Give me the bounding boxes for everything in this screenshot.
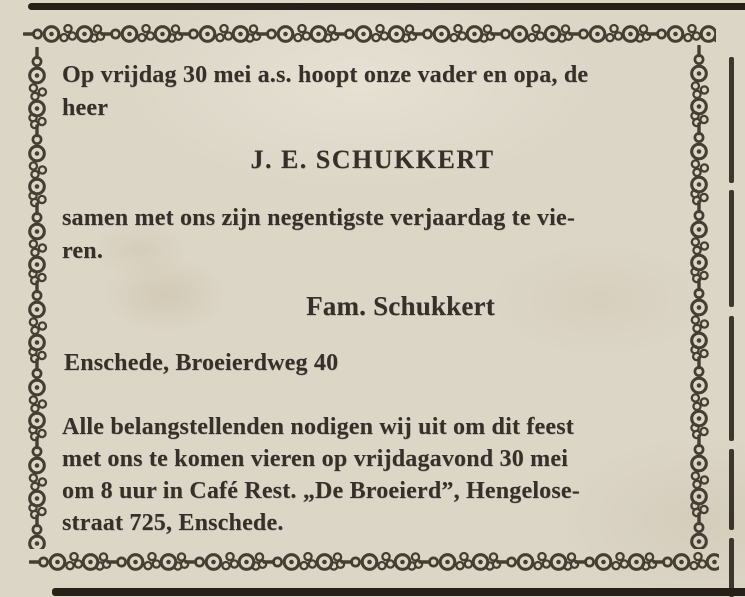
column-rule-segment [729, 449, 734, 530]
ornament-border-bottom [29, 549, 719, 575]
address-line: Enschede, Broeierdweg 40 [64, 350, 339, 376]
invitation-line: Alle belangstellenden nodigen wij uit om dit feest [62, 414, 574, 440]
intro-line: Op vrijdag 30 mei a.s. hoopt onze vader en opa, de [62, 62, 589, 88]
top-border-rule [28, 3, 745, 10]
invitation-line: om 8 uur in Café Rest. „De Broeierd”, Hengelose- [62, 478, 580, 504]
column-rule-segment [729, 190, 734, 307]
intro-line: heer [62, 95, 109, 121]
family-signature: Fam. Schukkert [306, 291, 495, 321]
body-line: samen met ons zijn negentigste verjaardag te vie- [62, 205, 576, 231]
invitation-line: straat 725, Enschede. [62, 510, 284, 536]
ornament-border-top [23, 21, 716, 47]
column-rule-segment [729, 316, 734, 441]
honoree-name: J. E. SCHUKKERT [250, 145, 495, 174]
invitation-line: met ons te komen vieren op vrijdagavond 30 mei [62, 446, 569, 472]
column-rule-segment [729, 538, 734, 597]
body-line: ren. [62, 238, 104, 264]
bottom-border-rule [52, 588, 745, 596]
